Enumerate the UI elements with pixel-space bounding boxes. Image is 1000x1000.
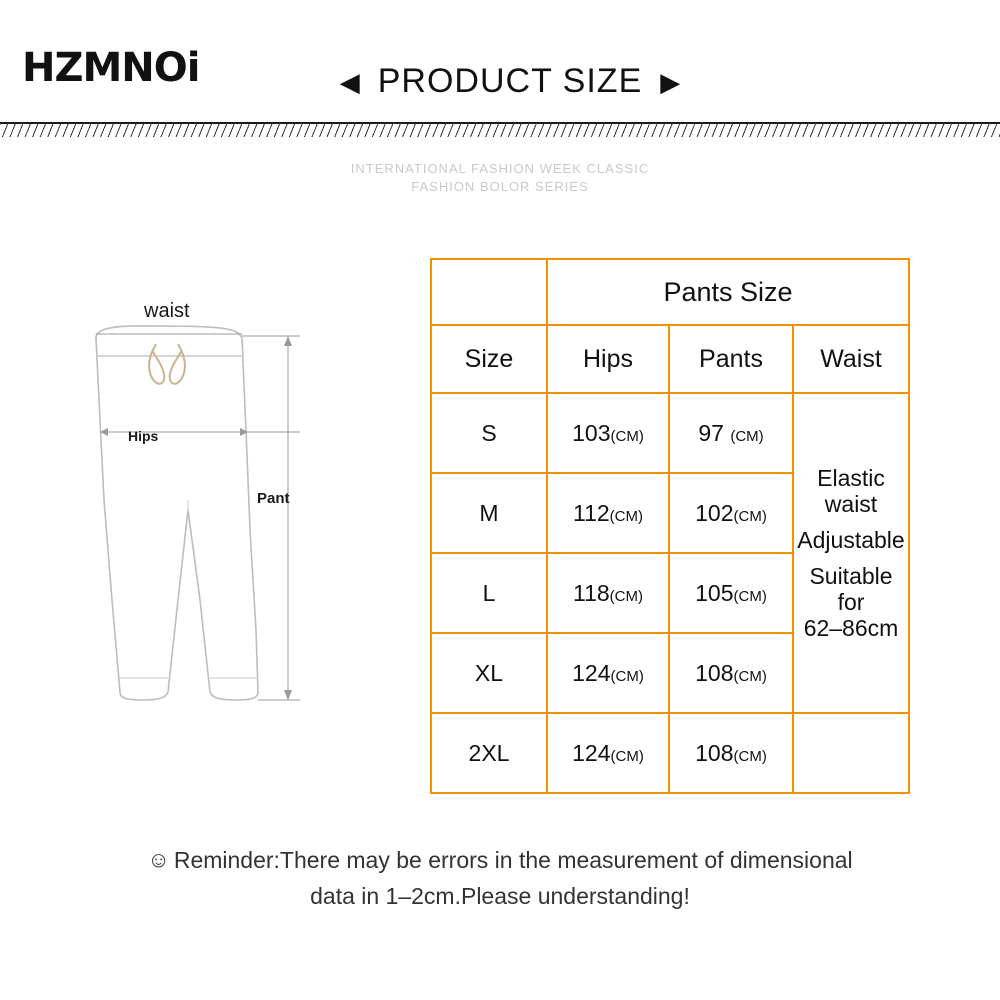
column-header-hips: Hips <box>547 325 669 393</box>
reminder-block <box>0 842 1000 914</box>
cell-size: S <box>431 393 547 473</box>
table-title: Pants Size <box>547 259 909 325</box>
cell-hips-value: 124 <box>572 739 611 766</box>
table-title-row <box>431 259 909 325</box>
subtitle-block <box>0 160 1000 196</box>
column-header-waist: Waist <box>793 325 909 393</box>
reminder-text-1: Reminder:There may be errors in the measurement of dimensional <box>173 847 853 873</box>
waist-note-line-5: for <box>837 589 865 615</box>
cell-size: XL <box>431 633 547 713</box>
cell-pants-value: 105 <box>695 579 734 606</box>
cell-pants-value: 108 <box>695 739 734 766</box>
waist-label: waist <box>144 300 190 322</box>
waist-note-line-3: Adjustable <box>797 527 905 553</box>
page-title: PRODUCT SIZE <box>377 62 643 100</box>
table-row <box>431 393 909 473</box>
cell-size: 2XL <box>431 713 547 793</box>
cell-hips-value: 112 <box>573 499 610 526</box>
waist-note-gap-2 <box>794 553 908 563</box>
subtitle-line-2: FASHION BOLOR SERIES <box>411 179 589 194</box>
cell-pants-value: 97 <box>698 419 724 446</box>
column-header-size: Size <box>431 325 547 393</box>
cell-hips <box>547 393 669 473</box>
reminder-line-1 <box>0 842 1000 878</box>
cell-size: M <box>431 473 547 553</box>
cell-hips <box>547 633 669 713</box>
cell-hips-unit: (CM) <box>610 667 644 685</box>
waist-note-line-2: waist <box>824 491 878 517</box>
hatched-divider <box>0 122 1000 138</box>
cell-hips <box>547 473 669 553</box>
cell-hips-unit: (CM) <box>609 507 643 525</box>
cell-pants <box>669 473 793 553</box>
reminder-text-2: data in 1–2cm.Please understanding! <box>310 883 690 909</box>
cell-pants <box>669 633 793 713</box>
cell-hips-value: 124 <box>572 659 611 686</box>
waist-note-line-6: 62–86cm <box>803 615 899 641</box>
cell-hips-value: 103 <box>572 419 611 446</box>
column-header-pants: Pants <box>669 325 793 393</box>
table-row <box>431 713 909 793</box>
cell-pants <box>669 553 793 633</box>
waist-note-line-1: Elastic <box>817 465 885 491</box>
waist-note-line-4: Suitable <box>809 563 893 589</box>
cell-pants-value: 102 <box>695 499 734 526</box>
cell-hips <box>547 713 669 793</box>
brand-logo: HZMNOi <box>22 45 200 91</box>
waist-note-gap-1 <box>794 517 908 527</box>
divider-hatching <box>0 123 1000 137</box>
table-corner-cell <box>431 259 547 325</box>
cell-pants-unit: (CM) <box>733 587 767 605</box>
pant-label: Pant <box>257 490 290 507</box>
cell-pants-value: 108 <box>695 659 734 686</box>
cell-size: L <box>431 553 547 633</box>
right-arrow-icon: ▶ <box>660 66 681 97</box>
cell-hips-unit: (CM) <box>609 587 643 605</box>
cell-hips-unit: (CM) <box>610 747 644 765</box>
cell-pants-unit: (CM) <box>733 747 767 765</box>
cell-pants-unit: (CM) <box>733 667 767 685</box>
page-title-group <box>300 62 720 101</box>
cell-hips-unit: (CM) <box>610 427 644 445</box>
table-header-row <box>431 325 909 393</box>
cell-waist-empty <box>793 713 909 793</box>
cell-waist-note <box>793 393 909 713</box>
cell-hips-value: 118 <box>573 579 610 606</box>
smiley-icon: ☺ <box>147 847 170 872</box>
cell-pants <box>669 393 793 473</box>
page-header <box>0 0 1000 130</box>
cell-pants-unit: (CM) <box>733 507 767 525</box>
cell-pants-unit: (CM) <box>730 427 764 445</box>
cell-hips <box>547 553 669 633</box>
size-chart-table <box>430 258 910 794</box>
pants-illustration <box>60 300 390 740</box>
hips-label: Hips <box>128 428 159 444</box>
cell-pants <box>669 713 793 793</box>
subtitle-line-1: INTERNATIONAL FASHION WEEK CLASSIC <box>350 161 650 176</box>
pants-drawing <box>60 300 390 740</box>
left-arrow-icon: ◀ <box>339 66 360 97</box>
